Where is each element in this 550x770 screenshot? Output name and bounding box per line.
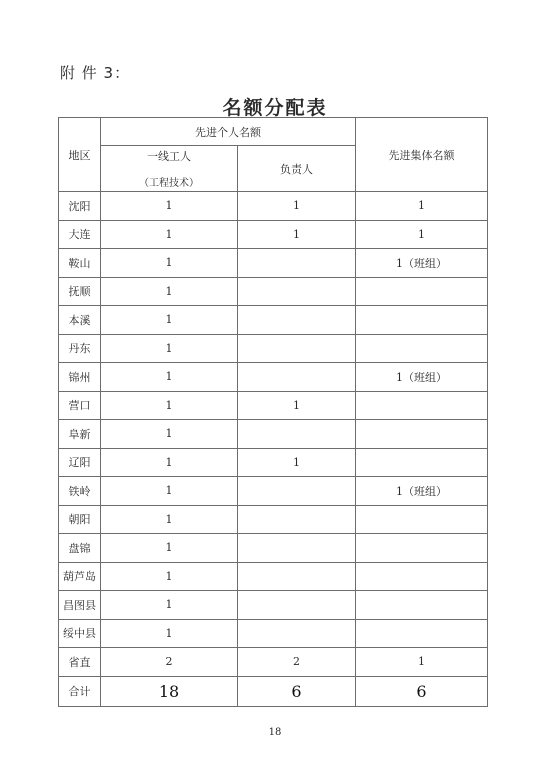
table-row xyxy=(59,591,488,620)
cell-collective xyxy=(356,391,488,420)
header-advanced-individual: 先进个人名额 xyxy=(101,118,356,146)
cell-region: 沈阳 xyxy=(59,192,101,221)
cell-leader xyxy=(238,334,356,363)
table-row xyxy=(59,249,488,278)
table-row xyxy=(59,448,488,477)
table-row xyxy=(59,534,488,563)
table-row xyxy=(59,619,488,648)
cell-leader xyxy=(238,249,356,278)
cell-region: 葫芦岛 xyxy=(59,562,101,591)
cell-region: 鞍山 xyxy=(59,249,101,278)
cell-collective xyxy=(356,334,488,363)
total-row xyxy=(59,676,488,706)
cell-frontline: 1 xyxy=(101,591,238,620)
cell-region: 省直 xyxy=(59,648,101,677)
cell-frontline: 2 xyxy=(101,648,238,677)
header-frontline-sub: （工程技术） xyxy=(139,178,199,189)
cell-region: 朝阳 xyxy=(59,505,101,534)
table-row xyxy=(59,477,488,506)
header-frontline-label: 一线工人 xyxy=(147,150,191,163)
page-number: 18 xyxy=(268,727,282,738)
cell-frontline: 1 xyxy=(101,334,238,363)
cell-region: 阜新 xyxy=(59,420,101,449)
cell-frontline: 1 xyxy=(101,534,238,563)
cell-collective xyxy=(356,306,488,335)
cell-region: 大连 xyxy=(59,220,101,249)
cell-leader: 1 xyxy=(238,448,356,477)
cell-collective xyxy=(356,619,488,648)
cell-leader: 1 xyxy=(238,192,356,221)
cell-collective xyxy=(356,591,488,620)
cell-leader xyxy=(238,363,356,392)
cell-collective: 1 xyxy=(356,648,488,677)
total-label: 合计 xyxy=(59,676,101,706)
cell-frontline: 1 xyxy=(101,192,238,221)
cell-collective xyxy=(356,277,488,306)
cell-leader: 1 xyxy=(238,220,356,249)
cell-frontline: 1 xyxy=(101,505,238,534)
header-leader: 负责人 xyxy=(238,146,356,192)
cell-collective xyxy=(356,534,488,563)
cell-region: 本溪 xyxy=(59,306,101,335)
cell-frontline: 1 xyxy=(101,448,238,477)
table-row xyxy=(59,277,488,306)
cell-collective: 1（班组） xyxy=(356,249,488,278)
cell-region: 绥中县 xyxy=(59,619,101,648)
cell-region: 抚顺 xyxy=(59,277,101,306)
cell-frontline: 1 xyxy=(101,477,238,506)
header-advanced-collective: 先进集体名额 xyxy=(356,118,488,192)
table-row xyxy=(59,562,488,591)
cell-collective: 1 xyxy=(356,220,488,249)
cell-leader xyxy=(238,505,356,534)
cell-leader xyxy=(238,562,356,591)
cell-collective xyxy=(356,505,488,534)
cell-leader xyxy=(238,619,356,648)
table-row xyxy=(59,306,488,335)
cell-leader xyxy=(238,420,356,449)
total-leader: 6 xyxy=(238,676,356,706)
cell-frontline: 1 xyxy=(101,249,238,278)
cell-frontline: 1 xyxy=(101,391,238,420)
cell-leader xyxy=(238,306,356,335)
table-row xyxy=(59,192,488,221)
cell-frontline: 1 xyxy=(101,619,238,648)
cell-region: 营口 xyxy=(59,391,101,420)
table-row xyxy=(59,220,488,249)
table-row xyxy=(59,505,488,534)
cell-frontline: 1 xyxy=(101,220,238,249)
table-row xyxy=(59,420,488,449)
cell-collective xyxy=(356,448,488,477)
attachment-label: 附 件 3： xyxy=(60,64,131,82)
cell-region: 盘锦 xyxy=(59,534,101,563)
table-row xyxy=(59,334,488,363)
header-frontline xyxy=(101,146,238,192)
cell-frontline: 1 xyxy=(101,420,238,449)
cell-frontline: 1 xyxy=(101,363,238,392)
cell-frontline: 1 xyxy=(101,306,238,335)
quota-table xyxy=(58,117,488,707)
total-frontline: 18 xyxy=(101,676,238,706)
table-body xyxy=(59,192,488,677)
cell-region: 丹东 xyxy=(59,334,101,363)
cell-leader: 1 xyxy=(238,391,356,420)
cell-region: 锦州 xyxy=(59,363,101,392)
cell-leader xyxy=(238,534,356,563)
cell-collective: 1（班组） xyxy=(356,363,488,392)
cell-collective xyxy=(356,562,488,591)
table-row xyxy=(59,363,488,392)
cell-leader xyxy=(238,591,356,620)
page-title: 名额分配表 xyxy=(222,97,328,119)
cell-leader xyxy=(238,277,356,306)
header-region: 地区 xyxy=(59,118,101,192)
table-row xyxy=(59,648,488,677)
table-row xyxy=(59,391,488,420)
cell-leader xyxy=(238,477,356,506)
cell-frontline: 1 xyxy=(101,277,238,306)
cell-region: 昌图县 xyxy=(59,591,101,620)
cell-collective: 1（班组） xyxy=(356,477,488,506)
cell-frontline: 1 xyxy=(101,562,238,591)
total-collective: 6 xyxy=(356,676,488,706)
cell-region: 铁岭 xyxy=(59,477,101,506)
cell-collective xyxy=(356,420,488,449)
cell-region: 辽阳 xyxy=(59,448,101,477)
cell-leader: 2 xyxy=(238,648,356,677)
cell-collective: 1 xyxy=(356,192,488,221)
